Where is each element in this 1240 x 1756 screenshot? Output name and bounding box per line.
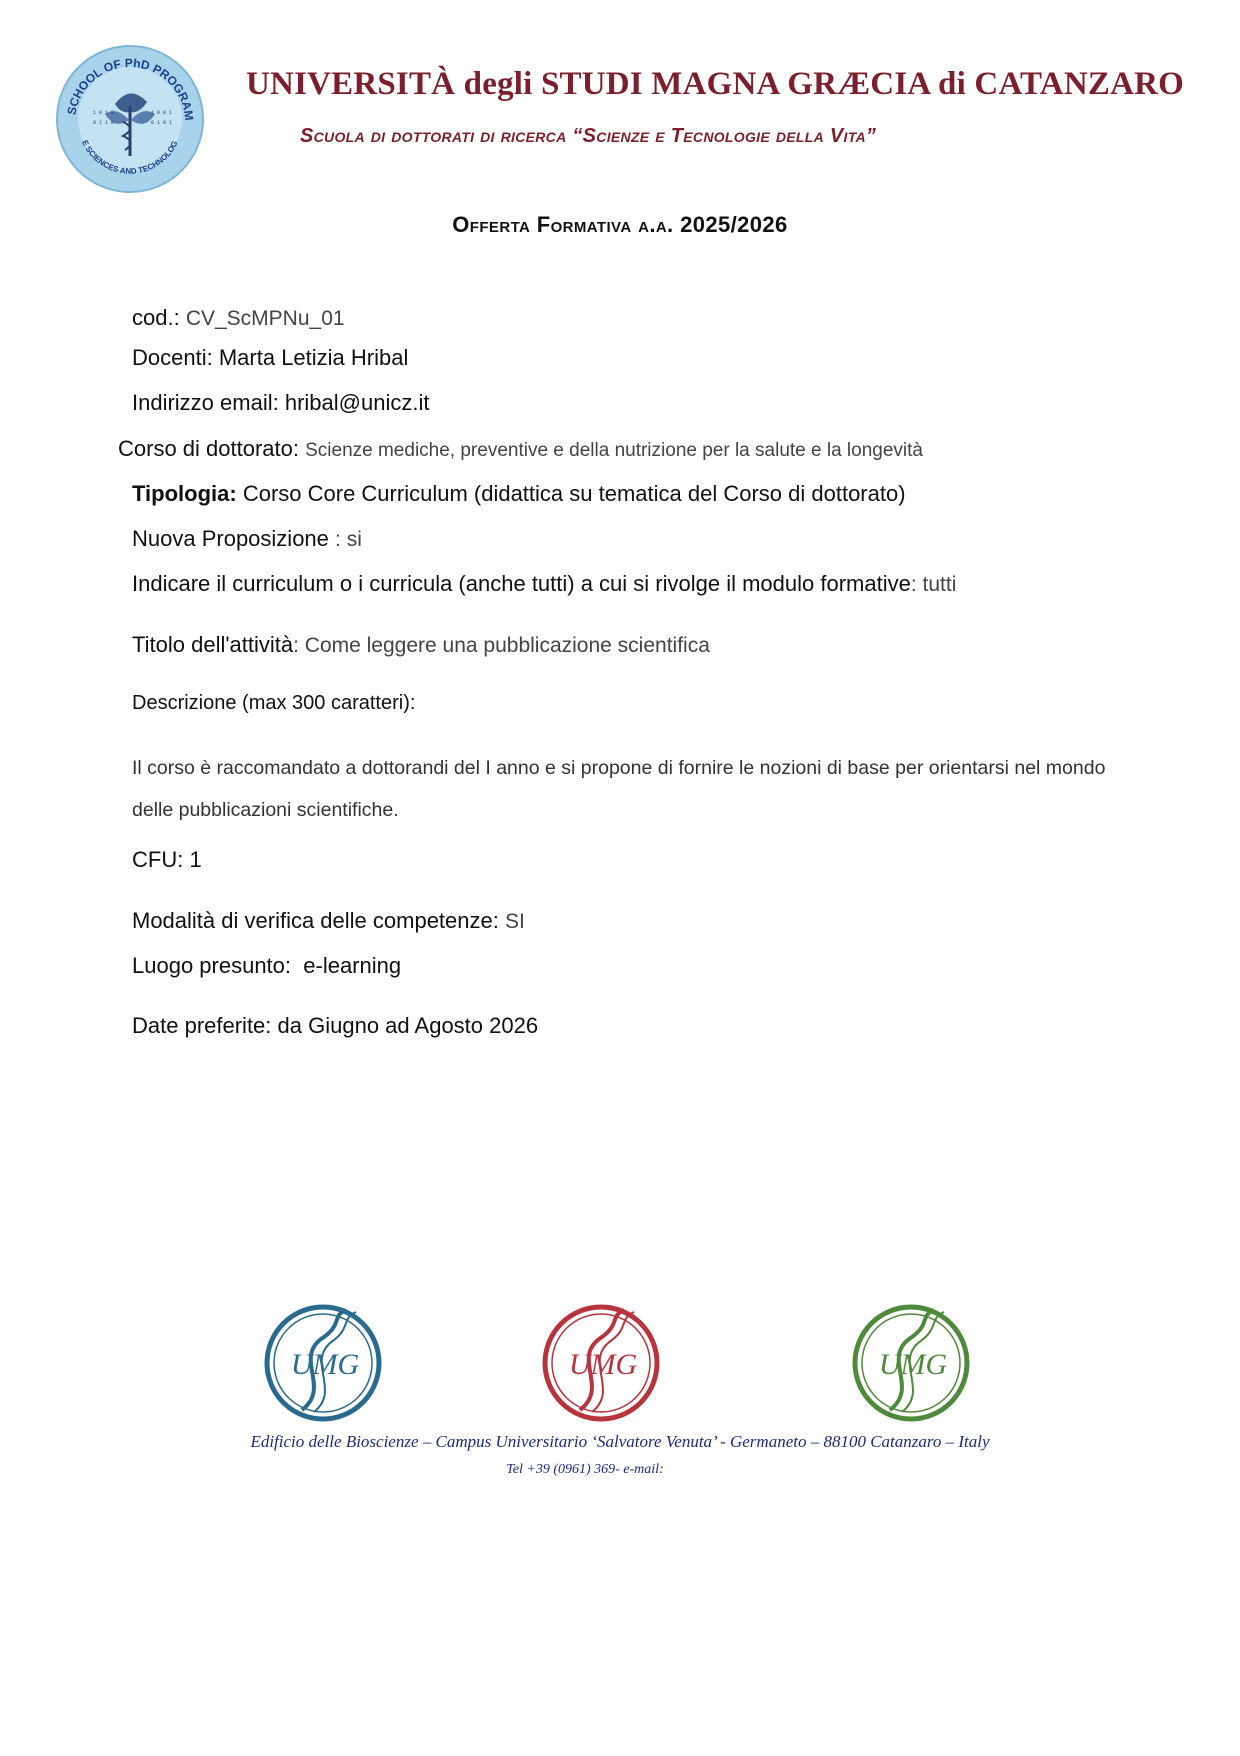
cfu-label: CFU: <box>132 847 184 872</box>
curriculum-value: : tutti <box>910 573 957 596</box>
tipologia-value: Corso Core Curriculum (didattica su tematica del Corso di dottorato) <box>242 481 906 506</box>
date-value: da Giugno ad Agosto 2026 <box>277 1013 539 1038</box>
tipologia-label: Tipologia: <box>132 481 237 506</box>
svg-text:1 0 1 0: 1 0 1 0 <box>93 110 115 116</box>
svg-text:LIFE SCIENCES AND TECHNOLOGIES: E SCIENCES AND TECHNOLOG <box>80 138 180 176</box>
umg-logo-red <box>540 1302 662 1424</box>
school-logo <box>55 44 205 194</box>
field-corso <box>118 436 923 462</box>
field-cod <box>132 305 345 331</box>
svg-text:UMG: UMG <box>290 1348 360 1381</box>
document-heading: Offerta Formativa a.a. 2025/2026 <box>452 212 788 237</box>
cod-value: CV_ScMPNu_01 <box>185 307 345 330</box>
school-title: Scuola di dottorati di ricerca “Scienze e Tecnologie della Vita” <box>300 125 877 147</box>
svg-text:0 1 1 0: 0 1 1 0 <box>93 120 115 126</box>
field-date <box>132 1013 538 1039</box>
umg-logo-blue <box>262 1302 384 1424</box>
field-titolo <box>132 632 710 658</box>
modalita-label: Modalità di verifica delle competenze: <box>132 908 499 933</box>
field-curriculum <box>132 571 956 597</box>
university-title: UNIVERSITÀ degli STUDI MAGNA GRÆCIA di CATANZARO <box>246 66 1184 102</box>
field-descrizione <box>132 692 415 715</box>
field-email <box>132 390 429 416</box>
email-label: Indirizzo email: <box>132 390 279 415</box>
nuova-label: Nuova Proposizione <box>132 526 329 551</box>
date-label: Date preferite: <box>132 1013 272 1038</box>
curriculum-label: Indicare il curriculum o i curricula (anche tutti) a cui si rivolge il modulo formative <box>132 571 911 596</box>
field-modalita <box>132 908 525 934</box>
corso-value: Scienze mediche, preventive e della nutrizione per la salute e la longevità <box>305 440 923 461</box>
docenti-label: Docenti: <box>132 345 213 370</box>
cod-label: cod.: <box>132 305 180 330</box>
modalita-value: SI <box>504 910 525 933</box>
luogo-label: Luogo presunto: <box>132 953 292 978</box>
cfu-value: 1 <box>189 847 202 872</box>
corso-label: Corso di dottorato: <box>118 436 299 461</box>
nuova-value: : si <box>335 528 362 551</box>
field-luogo <box>132 953 401 979</box>
descrizione-label: Descrizione (max 300 caratteri): <box>132 692 416 714</box>
field-docenti <box>132 345 408 371</box>
titolo-value: : Come leggere una pubblicazione scientifica <box>293 634 710 657</box>
luogo-value: e-learning <box>303 953 402 978</box>
descrizione-value: Il corso è raccomandato a dottorandi del I anno e si propone di fornire le nozioni di base per orientarsi nel mondo delle pubblicazioni scientifiche. <box>132 757 1106 821</box>
field-tipologia <box>132 481 906 507</box>
docenti-value: Marta Letizia Hribal <box>218 345 409 370</box>
footer-address: Edificio delle Bioscienze – Campus Universitario ‘Salvatore Venuta’ - Germaneto – 88100 Catanzaro – Italy <box>250 1432 990 1451</box>
footer-contact: Tel +39 (0961) 369- e-mail: <box>506 1462 664 1477</box>
svg-text:UMG: UMG <box>878 1348 948 1381</box>
titolo-label: Titolo dell'attività <box>132 632 294 657</box>
email-value: hribal@unicz.it <box>284 390 430 415</box>
svg-text:1 0 0 1: 1 0 0 1 <box>151 110 173 116</box>
field-nuova <box>132 526 362 552</box>
svg-text:0 1 0 1: 0 1 0 1 <box>151 120 173 126</box>
field-cfu <box>132 847 202 873</box>
svg-text:UMG: UMG <box>568 1348 638 1381</box>
umg-logo-green <box>850 1302 972 1424</box>
svg-text:UMG SCHOOL OF PhD PROGRAMMES: SCHOOL OF PhD PROGRAM <box>64 55 197 122</box>
